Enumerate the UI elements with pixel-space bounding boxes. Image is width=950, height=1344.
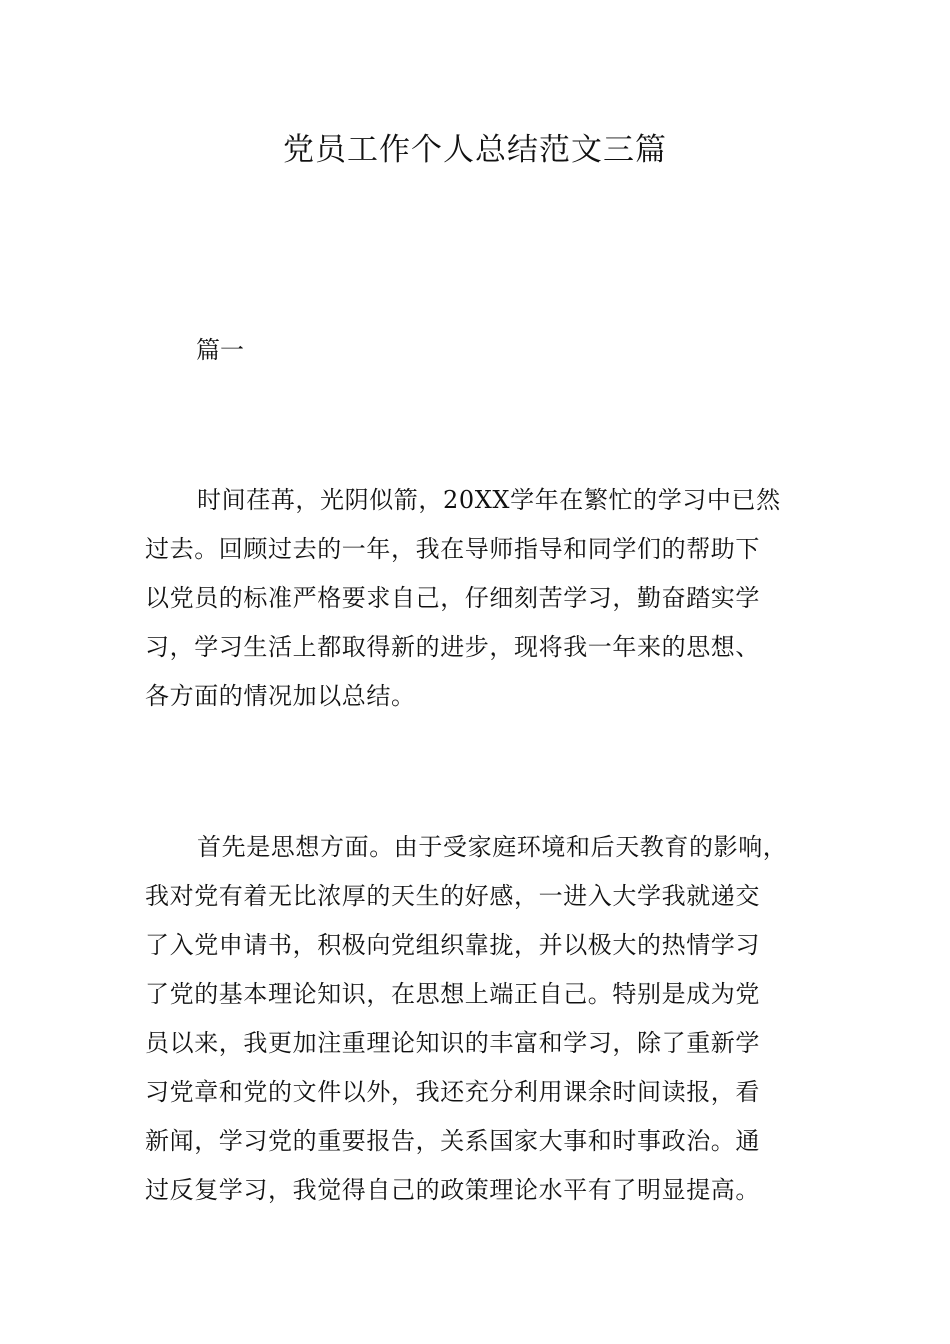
paragraph-line: 习党章和党的文件以外，我还充分利用课余时间读报，看 <box>145 1078 760 1106</box>
paragraph-line: 首先是思想方面。由于受家庭环境和后天教育的影响， <box>197 833 788 861</box>
paragraph-line: 习，学习生活上都取得新的进步，现将我一年来的思想、 <box>145 633 760 661</box>
paragraph-line: 过去。回顾过去的一年，我在导师指导和同学们的帮助下 <box>145 535 760 563</box>
paragraph-line: 了党的基本理论知识，在思想上端正自己。特别是成为党 <box>145 980 760 1008</box>
paragraph-line: 各方面的情况加以总结。 <box>145 682 416 710</box>
paragraph-line: 以党员的标准严格要求自己，仔细刻苦学习，勤奋踏实学 <box>145 584 760 612</box>
section-heading: 篇一 <box>196 336 244 364</box>
paragraph-line: 时间荏苒，光阴似箭，20XX学年在繁忙的学习中已然 <box>197 486 781 514</box>
paragraph-line: 过反复学习，我觉得自己的政策理论水平有了明显提高。 <box>145 1176 760 1204</box>
paragraph-1 <box>145 476 825 721</box>
paragraph-line: 了入党申请书，积极向党组织靠拢，并以极大的热情学习 <box>145 931 760 959</box>
paragraph-line: 员以来，我更加注重理论知识的丰富和学习，除了重新学 <box>145 1029 760 1057</box>
paragraph-line: 新闻，学习党的重要报告，关系国家大事和时事政治。通 <box>145 1127 760 1155</box>
paragraph-2 <box>145 823 825 1215</box>
paragraph-line: 我对党有着无比浓厚的天生的好感，一进入大学我就递交 <box>145 882 760 910</box>
document-title: 党员工作个人总结范文三篇 <box>283 132 667 168</box>
